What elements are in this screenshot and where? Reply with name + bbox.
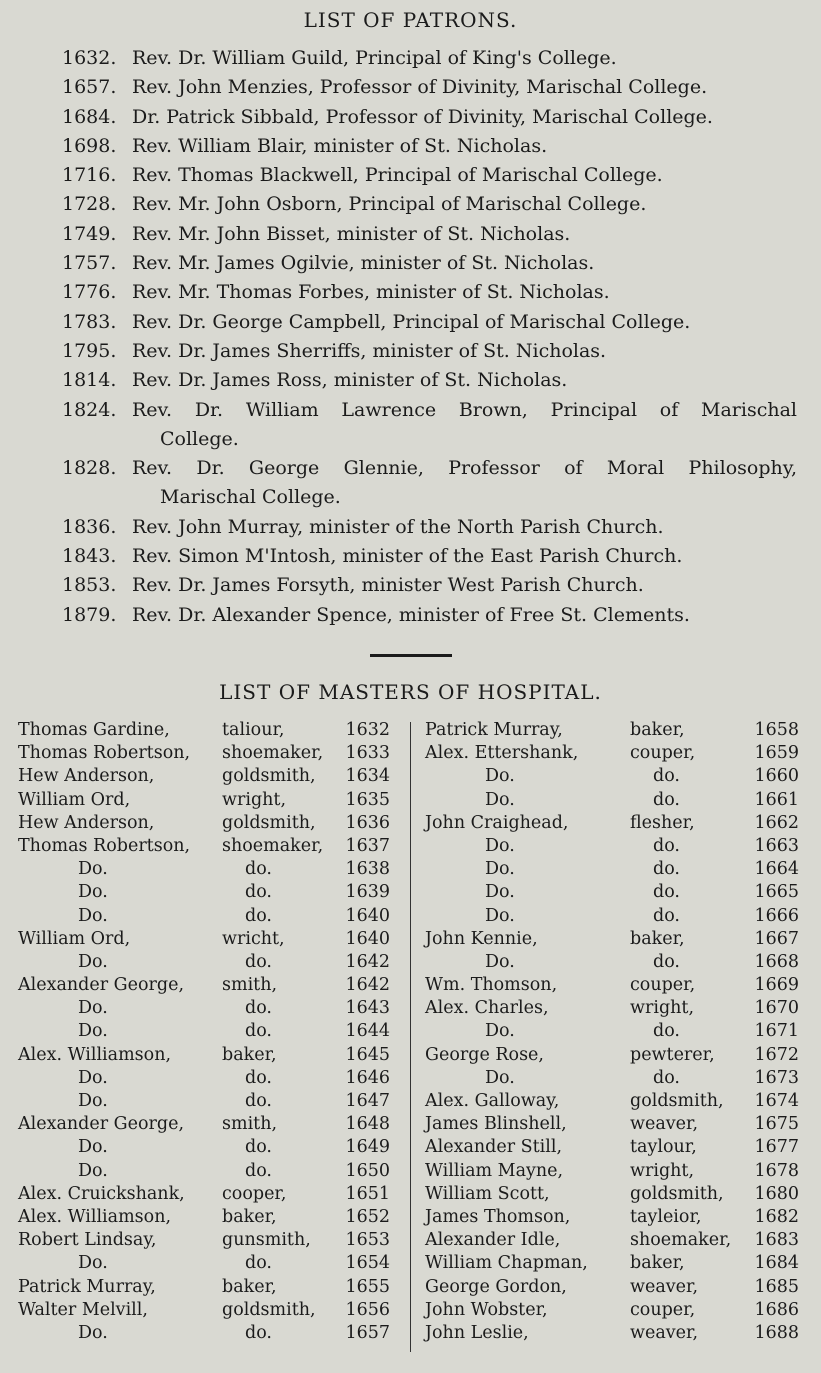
- master-row: [18, 1276, 394, 1299]
- master-trade: smith,: [222, 975, 278, 996]
- master-trade: do.: [245, 998, 272, 1019]
- master-name: John Kennie,: [425, 928, 538, 949]
- master-trade: goldsmith,: [222, 812, 316, 833]
- master-row: [425, 789, 801, 812]
- master-year: 1663: [754, 835, 799, 856]
- master-row: [425, 1299, 801, 1322]
- master-name: Do.: [485, 859, 515, 880]
- patron-text: Rev. Mr. James Ogilvie, minister of St. Nicholas.: [132, 252, 595, 275]
- patron-year: 1698.: [62, 134, 117, 157]
- master-name: Do.: [78, 1322, 108, 1343]
- patron-entry: [0, 601, 821, 630]
- master-row: [18, 1136, 394, 1159]
- master-year: 1640: [345, 928, 390, 949]
- patron-text: Rev. John Menzies, Professor of Divinity, Marischal College.: [132, 76, 708, 99]
- master-name: Do.: [485, 951, 515, 972]
- master-trade: do.: [245, 1322, 272, 1343]
- master-row: [425, 765, 801, 788]
- patron-text: Rev. John Murray, minister of the North Parish Church.: [132, 515, 664, 538]
- patron-year: 1853.: [62, 574, 117, 597]
- master-trade: flesher,: [630, 812, 695, 833]
- master-trade: couper,: [630, 1299, 696, 1320]
- master-trade: baker,: [630, 720, 685, 740]
- patron-entry: [0, 132, 821, 161]
- master-name: William Ord,: [18, 928, 131, 949]
- patron-text: Rev. Dr. William Guild, Principal of King's College.: [132, 47, 617, 69]
- master-year: 1640: [345, 905, 390, 926]
- master-row: [18, 812, 394, 835]
- master-trade: goldsmith,: [222, 766, 316, 787]
- patron-text: Rev. Mr. John Osborn, Principal of Marischal College.: [132, 193, 647, 216]
- master-name: Do.: [78, 1253, 108, 1274]
- master-name: Thomas Gardine,: [18, 720, 170, 740]
- patron-year: 1836.: [62, 515, 117, 538]
- master-trade: weaver,: [630, 1276, 699, 1297]
- patron-year: 1776.: [62, 281, 117, 304]
- master-row: [18, 1067, 394, 1090]
- master-year: 1653: [345, 1230, 390, 1251]
- master-name: William Scott,: [425, 1183, 550, 1204]
- master-year: 1683: [754, 1230, 799, 1251]
- patron-text: Rev. Dr. James Ross, minister of St. Nicholas.: [132, 369, 568, 392]
- master-row: [425, 742, 801, 765]
- patron-text: Rev. Dr. George Glennie, Professor of Moral Philosophy,: [132, 457, 797, 480]
- master-year: 1684: [754, 1253, 799, 1274]
- master-year: 1639: [345, 882, 390, 903]
- master-trade: tayleior,: [630, 1206, 702, 1227]
- master-name: Do.: [78, 1137, 108, 1158]
- master-row: [18, 719, 394, 742]
- master-trade: baker,: [630, 1253, 685, 1274]
- master-row: [18, 1044, 394, 1067]
- master-name: Wm. Thomson,: [425, 975, 558, 996]
- master-trade: do.: [653, 835, 680, 856]
- master-trade: do.: [245, 951, 272, 972]
- patron-entry: [0, 308, 821, 337]
- master-trade: do.: [245, 859, 272, 880]
- master-year: 1638: [345, 859, 390, 880]
- master-row: [18, 1183, 394, 1206]
- patron-year: 1843.: [62, 545, 117, 568]
- master-trade: shoemaker,: [222, 743, 324, 764]
- master-year: 1632: [345, 720, 390, 740]
- patrons-title: LIST OF PATRONS.: [303, 8, 518, 32]
- master-name: Do.: [78, 1091, 108, 1111]
- master-name: William Mayne,: [425, 1160, 564, 1181]
- master-trade: do.: [653, 859, 680, 880]
- master-year: 1673: [754, 1067, 799, 1088]
- master-name: Alexander Idle,: [425, 1230, 561, 1251]
- master-year: 1649: [345, 1137, 390, 1158]
- master-year: 1659: [754, 743, 799, 764]
- patron-text: Dr. Patrick Sibbald, Professor of Divinity, Marischal College.: [132, 105, 713, 128]
- master-year: 1655: [345, 1276, 390, 1297]
- master-trade: do.: [653, 766, 680, 787]
- master-trade: baker,: [222, 1276, 277, 1297]
- master-row: [425, 1090, 801, 1113]
- master-row: [425, 905, 801, 928]
- master-row: [18, 974, 394, 997]
- master-year: 1675: [754, 1114, 799, 1135]
- master-trade: wright,: [630, 998, 695, 1019]
- master-year: 1682: [754, 1206, 799, 1227]
- masters-column-left: [18, 719, 394, 1345]
- patron-entry: [0, 396, 821, 455]
- master-year: 1644: [345, 1021, 390, 1042]
- master-name: James Blinshell,: [425, 1114, 567, 1135]
- master-year: 1661: [754, 789, 799, 810]
- patron-entry: [0, 571, 821, 600]
- master-row: [425, 1206, 801, 1229]
- master-year: 1666: [754, 905, 799, 926]
- master-year: 1670: [754, 998, 799, 1019]
- patron-text: Rev. Dr. James Forsyth, minister West Parish Church.: [132, 574, 644, 597]
- master-row: [425, 1136, 801, 1159]
- master-row: [18, 742, 394, 765]
- master-year: 1646: [345, 1067, 390, 1088]
- master-trade: do.: [245, 882, 272, 903]
- master-trade: do.: [653, 1067, 680, 1088]
- master-year: 1674: [754, 1091, 799, 1111]
- master-name: Do.: [78, 882, 108, 903]
- master-row: [425, 951, 801, 974]
- patron-year: 1824.: [62, 398, 117, 421]
- master-row: [425, 812, 801, 835]
- master-name: Alex. Charles,: [425, 998, 549, 1019]
- master-row: [425, 1322, 801, 1345]
- master-name: Alexander George,: [18, 1114, 185, 1135]
- patron-text: Rev. Mr. John Bisset, minister of St. Nicholas.: [132, 222, 571, 245]
- master-row: [425, 928, 801, 951]
- master-row: [18, 1322, 394, 1345]
- master-row: [18, 835, 394, 858]
- patron-year: 1749.: [62, 222, 117, 245]
- master-name: Do.: [485, 789, 515, 810]
- master-year: 1648: [345, 1114, 390, 1135]
- master-trade: weaver,: [630, 1114, 699, 1135]
- master-year: 1642: [345, 951, 390, 972]
- master-name: Do.: [78, 998, 108, 1019]
- master-row: [425, 1067, 801, 1090]
- master-year: 1680: [754, 1183, 799, 1204]
- master-trade: do.: [245, 1160, 272, 1181]
- master-trade: weaver,: [630, 1322, 699, 1343]
- masters-title: LIST OF MASTERS OF HOSPITAL.: [219, 680, 602, 704]
- master-year: 1657: [345, 1322, 390, 1343]
- master-row: [18, 1206, 394, 1229]
- master-name: Thomas Robertson,: [18, 743, 191, 764]
- master-year: 1688: [754, 1322, 799, 1343]
- master-trade: couper,: [630, 743, 696, 764]
- master-name: Do.: [78, 951, 108, 972]
- master-name: William Ord,: [18, 789, 131, 810]
- master-name: Do.: [485, 882, 515, 903]
- master-row: [425, 997, 801, 1020]
- patron-text: Rev. Simon M'Intosh, minister of the East Parish Church.: [132, 545, 683, 568]
- master-trade: wright,: [222, 789, 287, 810]
- master-trade: goldsmith,: [630, 1091, 724, 1111]
- master-name: Alex. Ettershank,: [425, 743, 579, 764]
- patron-text: Rev. Dr. George Campbell, Principal of Marischal College.: [132, 310, 691, 333]
- master-year: 1654: [345, 1253, 390, 1274]
- master-row: [18, 1252, 394, 1275]
- master-name: Walter Melvill,: [18, 1299, 148, 1320]
- patron-entry: [0, 366, 821, 395]
- master-year: 1647: [345, 1091, 390, 1111]
- patron-entry: [0, 73, 821, 102]
- master-year: 1677: [754, 1137, 799, 1158]
- master-trade: baker,: [630, 928, 685, 949]
- master-year: 1686: [754, 1299, 799, 1320]
- master-trade: do.: [245, 1021, 272, 1042]
- master-name: William Chapman,: [425, 1253, 588, 1274]
- master-year: 1636: [345, 812, 390, 833]
- master-row: [18, 858, 394, 881]
- master-trade: taylour,: [630, 1137, 697, 1158]
- patron-year: 1814.: [62, 369, 117, 392]
- master-trade: do.: [653, 905, 680, 926]
- master-row: [18, 1113, 394, 1136]
- master-trade: baker,: [222, 1206, 277, 1227]
- master-row: [425, 881, 801, 904]
- master-row: [18, 928, 394, 951]
- master-trade: do.: [245, 1091, 272, 1111]
- master-trade: cooper,: [222, 1183, 287, 1204]
- master-row: [425, 719, 801, 742]
- section-divider-rule: [370, 654, 452, 657]
- master-trade: do.: [245, 1253, 272, 1274]
- master-year: 1671: [754, 1021, 799, 1042]
- master-row: [425, 1276, 801, 1299]
- master-row: [18, 905, 394, 928]
- master-name: Do.: [78, 905, 108, 926]
- patron-year: 1795.: [62, 339, 117, 362]
- patron-year: 1716.: [62, 164, 117, 187]
- master-row: [425, 1229, 801, 1252]
- master-row: [425, 858, 801, 881]
- master-name: Do.: [485, 1021, 515, 1042]
- master-year: 1678: [754, 1160, 799, 1181]
- master-name: Patrick Murray,: [18, 1276, 156, 1297]
- master-row: [18, 1299, 394, 1322]
- master-year: 1669: [754, 975, 799, 996]
- master-trade: shoemaker,: [222, 835, 324, 856]
- patron-text: Rev. Dr. Alexander Spence, minister of Free St. Clements.: [132, 603, 690, 626]
- master-year: 1656: [345, 1299, 390, 1320]
- master-name: John Craighead,: [425, 812, 569, 833]
- master-row: [18, 1020, 394, 1043]
- masters-column-right: [425, 719, 801, 1345]
- master-row: [18, 1160, 394, 1183]
- master-trade: goldsmith,: [630, 1183, 724, 1204]
- master-row: [18, 881, 394, 904]
- master-trade: taliour,: [222, 720, 285, 740]
- master-name: Do.: [485, 766, 515, 787]
- patron-year: 1632.: [62, 47, 117, 69]
- patron-entry: [0, 513, 821, 542]
- master-name: John Wobster,: [425, 1299, 548, 1320]
- master-name: Alex. Galloway,: [425, 1091, 560, 1111]
- masters-table: [0, 719, 821, 1359]
- master-name: Robert Lindsay,: [18, 1230, 157, 1251]
- master-trade: do.: [245, 1137, 272, 1158]
- master-trade: couper,: [630, 975, 696, 996]
- master-name: Alex. Williamson,: [18, 1044, 172, 1065]
- patron-text: Rev. William Blair, minister of St. Nicholas.: [132, 134, 548, 157]
- patrons-list: [0, 44, 821, 630]
- patron-year: 1728.: [62, 193, 117, 216]
- master-trade: do.: [653, 951, 680, 972]
- master-trade: do.: [653, 882, 680, 903]
- patron-year: 1684.: [62, 105, 117, 128]
- master-name: Patrick Murray,: [425, 720, 563, 740]
- patron-year: 1828.: [62, 457, 117, 480]
- master-row: [425, 835, 801, 858]
- master-trade: wright,: [630, 1160, 695, 1181]
- master-row: [425, 974, 801, 997]
- master-year: 1650: [345, 1160, 390, 1181]
- patron-text-continued: Marischal College.: [160, 486, 341, 509]
- master-row: [18, 997, 394, 1020]
- master-name: Alexander George,: [18, 975, 185, 996]
- master-year: 1668: [754, 951, 799, 972]
- patron-entry: [0, 44, 821, 73]
- master-year: 1660: [754, 766, 799, 787]
- patron-entry: [0, 454, 821, 513]
- patron-year: 1657.: [62, 76, 117, 99]
- master-row: [18, 1090, 394, 1113]
- master-row: [18, 765, 394, 788]
- master-year: 1643: [345, 998, 390, 1019]
- master-row: [18, 1229, 394, 1252]
- master-year: 1652: [345, 1206, 390, 1227]
- master-row: [425, 1160, 801, 1183]
- patron-year: 1757.: [62, 252, 117, 275]
- patron-entry: [0, 337, 821, 366]
- master-year: 1642: [345, 975, 390, 996]
- master-name: John Leslie,: [425, 1322, 529, 1343]
- master-name: Hew Anderson,: [18, 812, 155, 833]
- master-trade: do.: [653, 1021, 680, 1042]
- patron-entry: [0, 103, 821, 132]
- master-name: Do.: [78, 1160, 108, 1181]
- master-year: 1634: [345, 766, 390, 787]
- master-name: George Gordon,: [425, 1276, 567, 1297]
- master-trade: smith,: [222, 1114, 278, 1135]
- master-row: [425, 1183, 801, 1206]
- master-year: 1651: [345, 1183, 390, 1204]
- patron-year: 1879.: [62, 603, 117, 626]
- master-trade: do.: [245, 905, 272, 926]
- patron-text: Rev. Dr. James Sherriffs, minister of St. Nicholas.: [132, 339, 607, 362]
- master-row: [425, 1252, 801, 1275]
- patron-entry: [0, 190, 821, 219]
- patron-text: Rev. Thomas Blackwell, Principal of Marischal College.: [132, 164, 663, 187]
- master-trade: baker,: [222, 1044, 277, 1065]
- master-trade: shoemaker,: [630, 1230, 732, 1251]
- master-year: 1667: [754, 928, 799, 949]
- master-year: 1672: [754, 1044, 799, 1065]
- master-trade: do.: [653, 789, 680, 810]
- master-trade: do.: [245, 1067, 272, 1088]
- master-row: [425, 1113, 801, 1136]
- patron-entry: [0, 161, 821, 190]
- master-year: 1645: [345, 1044, 390, 1065]
- master-row: [425, 1020, 801, 1043]
- patron-text-continued: College.: [160, 427, 239, 450]
- master-row: [425, 1044, 801, 1067]
- master-trade: pewterer,: [630, 1044, 715, 1065]
- patron-text: Rev. Dr. William Lawrence Brown, Principal of Marischal: [132, 398, 797, 421]
- master-year: 1662: [754, 812, 799, 833]
- patron-year: 1783.: [62, 310, 117, 333]
- master-row: [18, 789, 394, 812]
- master-trade: goldsmith,: [222, 1299, 316, 1320]
- patron-entry: [0, 278, 821, 307]
- master-year: 1637: [345, 835, 390, 856]
- master-trade: wricht,: [222, 928, 285, 949]
- master-name: Do.: [485, 1067, 515, 1088]
- master-name: Hew Anderson,: [18, 766, 155, 787]
- master-name: George Rose,: [425, 1044, 544, 1065]
- master-name: Do.: [78, 1067, 108, 1088]
- patron-entry: [0, 542, 821, 571]
- master-name: Do.: [78, 1021, 108, 1042]
- master-year: 1665: [754, 882, 799, 903]
- master-year: 1658: [754, 720, 799, 740]
- master-name: Do.: [485, 835, 515, 856]
- master-name: Thomas Robertson,: [18, 835, 191, 856]
- master-year: 1633: [345, 743, 390, 764]
- patron-text: Rev. Mr. Thomas Forbes, minister of St. Nicholas.: [132, 281, 610, 304]
- patron-entry: [0, 249, 821, 278]
- master-name: Alex. Cruickshank,: [18, 1183, 185, 1204]
- master-name: Do.: [78, 859, 108, 880]
- master-name: Alexander Still,: [425, 1137, 563, 1158]
- master-year: 1685: [754, 1276, 799, 1297]
- master-name: Alex. Williamson,: [18, 1206, 172, 1227]
- patron-entry: [0, 220, 821, 249]
- master-name: Do.: [485, 905, 515, 926]
- master-year: 1664: [754, 859, 799, 880]
- master-name: James Thomson,: [425, 1206, 571, 1227]
- master-year: 1635: [345, 789, 390, 810]
- master-trade: gunsmith,: [222, 1230, 311, 1251]
- master-row: [18, 951, 394, 974]
